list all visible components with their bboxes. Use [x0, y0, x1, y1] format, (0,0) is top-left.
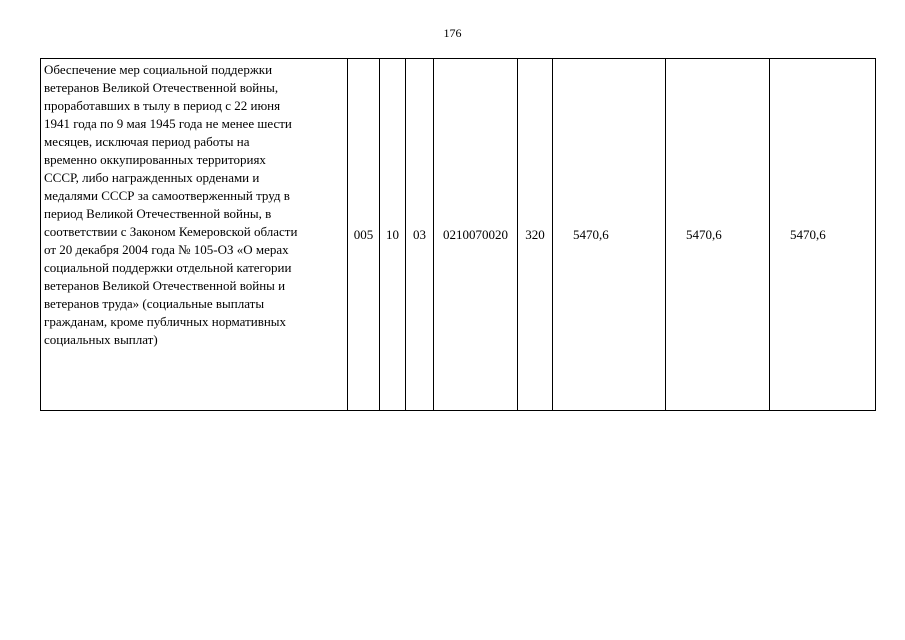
budget-table — [40, 58, 876, 411]
page-number: 176 — [443, 26, 462, 40]
amount-3: 5470,6 — [790, 226, 826, 242]
description-cell — [41, 59, 348, 411]
table-row — [41, 59, 876, 411]
amount-3-cell — [770, 59, 876, 411]
expense-type-code-cell: 320 — [518, 59, 553, 411]
description-text: Обеспечение мер социальной поддержки ветеранов Великой Отечественной войны, проработавших в тылу в период с 22 июня 1941 года по 9 мая 1945 года не менее шести месяцев, исключая период работы на временно оккупированных территориях СССР, либо награжденных орденами и медалями СССР за самоотверженный труд в период Великой Отечественной войны, в соответствии с Законом Кемеровской области от 20 декабря 2004 года № 105-ОЗ «О мерах социальной поддержки отдельной категории ветеранов Великой Отечественной войны и ветеранов труда» (социальные выплаты гражданам, кроме публичных нормативных социальных выплат) — [44, 62, 298, 347]
department-code-cell: 005 — [348, 59, 380, 411]
amount-2-cell — [666, 59, 770, 411]
amount-2: 5470,6 — [686, 226, 722, 242]
amount-1-cell — [553, 59, 666, 411]
section-code-cell: 10 — [380, 59, 406, 411]
amount-1: 5470,6 — [573, 226, 609, 242]
target-item-code-cell: 0210070020 — [434, 59, 518, 411]
subsection-code-cell: 03 — [406, 59, 434, 411]
